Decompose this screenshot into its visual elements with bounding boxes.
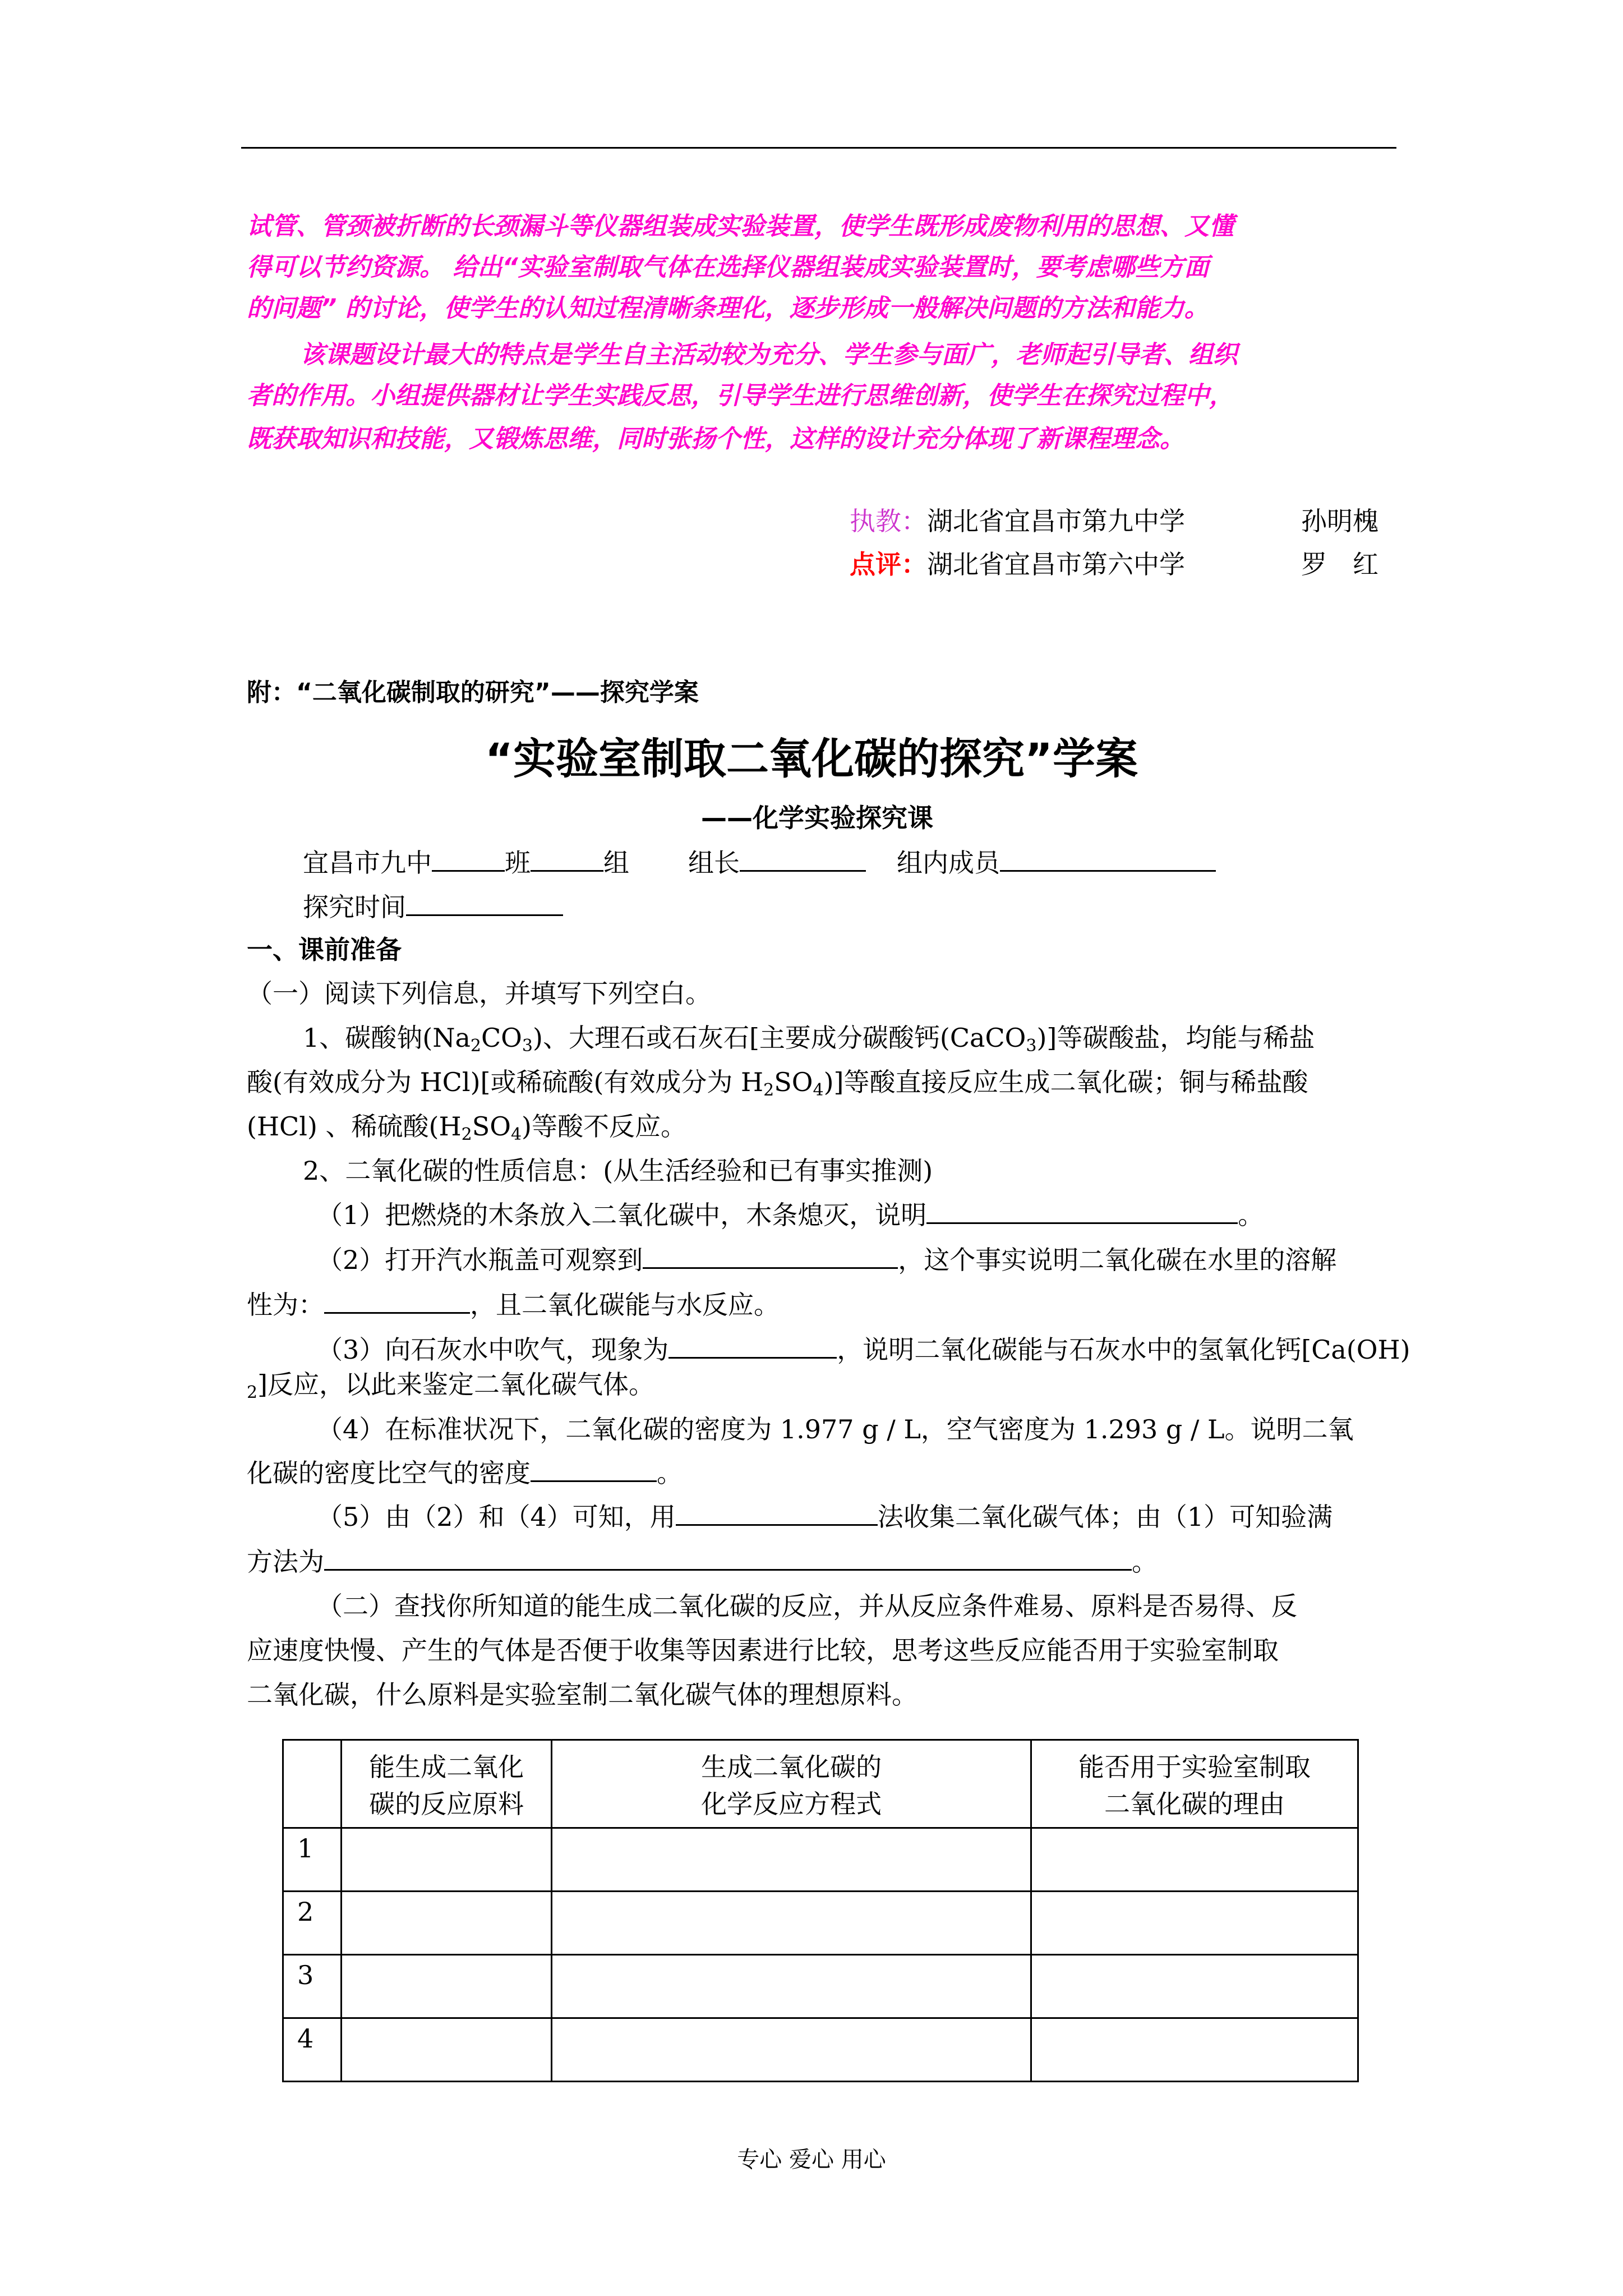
table-row bbox=[283, 1955, 1358, 2018]
time-line bbox=[303, 887, 563, 924]
text: )、大理石或石灰石[主要成分碳酸钙(CaCO bbox=[533, 1023, 1026, 1053]
text: （3）向石灰水中吹气，现象为 bbox=[317, 1335, 669, 1365]
text: 性为： bbox=[247, 1290, 324, 1320]
intro-line: 者的作用。小组提供器材让学生实践反思，引导学生进行思维创新，使学生在探究过程中， bbox=[247, 381, 1234, 410]
q5-blank2[interactable] bbox=[324, 1547, 1132, 1571]
class-blank[interactable] bbox=[432, 848, 505, 872]
subscript: 3 bbox=[522, 1036, 533, 1056]
table-header-row bbox=[283, 1740, 1358, 1828]
q5-line1 bbox=[317, 1497, 1332, 1534]
intro-line: 的问题” 的讨论，使学生的认知过程清晰条理化，逐步形成一般解决问题的方法和能力。 bbox=[247, 294, 1209, 323]
header-text: 能否用于实验室制取 bbox=[1078, 1752, 1311, 1782]
table-cell[interactable] bbox=[341, 1892, 551, 1955]
teacher-school: 湖北省宜昌市第九中学 bbox=[927, 506, 1185, 536]
table-row bbox=[283, 2018, 1358, 2082]
table-cell[interactable] bbox=[341, 1828, 551, 1892]
reviewer-name: 罗 红 bbox=[1301, 549, 1378, 579]
table-cell[interactable] bbox=[1031, 1892, 1358, 1955]
subscript: 2 bbox=[470, 1036, 481, 1056]
members-label: 组内成员 bbox=[897, 848, 1000, 878]
text: (HCl) 、稀硫酸(H bbox=[247, 1111, 462, 1142]
q2-line2 bbox=[247, 1285, 780, 1322]
reviewer-school: 湖北省宜昌市第六中学 bbox=[927, 549, 1185, 579]
subscript: 4 bbox=[813, 1080, 824, 1100]
text: 。 bbox=[1132, 1547, 1158, 1577]
page-footer: 专心 爱心 用心 bbox=[737, 2147, 886, 2173]
school-label: 宜昌市九中 bbox=[303, 848, 432, 878]
text: 。 bbox=[657, 1458, 683, 1488]
q1-blank[interactable] bbox=[926, 1200, 1238, 1224]
reviewer-label: 点评： bbox=[850, 549, 927, 579]
header-text: 碳的反应原料 bbox=[369, 1789, 524, 1819]
text: 。 bbox=[1238, 1200, 1264, 1230]
intro-line: 既获取知识和技能，又锻炼思维，同时张扬个性，这样的设计充分体现了新课程理念。 bbox=[247, 425, 1184, 453]
text: ]反应，以此来鉴定二氧化碳气体。 bbox=[257, 1369, 655, 1400]
q3-line1 bbox=[317, 1329, 1410, 1366]
class-label: 班 bbox=[505, 848, 531, 878]
intro-line: 试管、管颈被折断的长颈漏斗等仪器组装成实验装置，使学生既形成废物利用的思想、又懂 bbox=[247, 212, 1234, 241]
header-text: 二氧化碳的理由 bbox=[1104, 1789, 1285, 1819]
text: ，这个事实说明二氧化碳在水里的溶解 bbox=[898, 1245, 1337, 1275]
part2-line: 应速度快慢、产生的气体是否便于收集等因素进行比较，思考这些反应能否用于实验室制取 bbox=[247, 1635, 1279, 1665]
q2-line1 bbox=[317, 1240, 1336, 1277]
subscript: 3 bbox=[1026, 1036, 1037, 1056]
intro-line: 得可以节约资源。 给出“实验室制取气体在选择仪器组装成实验装置时，要考虑哪些方面 bbox=[247, 253, 1209, 282]
table-row bbox=[283, 1892, 1358, 1955]
text: 酸(有效成分为 HCl)[或稀硫酸(有效成分为 H bbox=[247, 1067, 764, 1097]
text: SO bbox=[774, 1067, 813, 1097]
intro-line: 该课题设计最大的特点是学生自主活动较为充分、学生参与面广，老师起引导者、组织 bbox=[300, 341, 1238, 369]
leader-label: 组长 bbox=[688, 848, 740, 878]
q5-blank1[interactable] bbox=[676, 1502, 878, 1526]
text: （2）打开汽水瓶盖可观察到 bbox=[317, 1245, 643, 1275]
table-cell[interactable] bbox=[341, 1955, 551, 2018]
teacher-label: 执教： bbox=[850, 506, 927, 536]
table-cell[interactable] bbox=[1031, 1828, 1358, 1892]
text: SO bbox=[472, 1111, 511, 1142]
doc-title: “实验室制取二氧化碳的探究”学案 bbox=[485, 734, 1138, 784]
time-blank[interactable] bbox=[406, 892, 563, 916]
appendix-note: 附：“二氧化碳制取的研究”——探究学案 bbox=[247, 678, 699, 707]
q4-line2 bbox=[247, 1453, 683, 1490]
reaction-table bbox=[282, 1739, 1359, 2082]
text: )]等碳酸盐，均能与稀盐 bbox=[1036, 1023, 1315, 1053]
leader-blank[interactable] bbox=[740, 848, 866, 872]
table-cell[interactable] bbox=[1031, 1955, 1358, 2018]
text: ，说明二氧化碳能与石灰水中的氢氧化钙[Ca(OH) bbox=[837, 1335, 1410, 1365]
text: ，且二氧化碳能与水反应。 bbox=[470, 1290, 780, 1320]
doc-subtitle: ——化学实验探究课 bbox=[701, 803, 933, 833]
table-row bbox=[283, 1828, 1358, 1892]
subscript: 2 bbox=[461, 1125, 472, 1144]
table-header-cell bbox=[1031, 1740, 1358, 1828]
item1-line3 bbox=[247, 1106, 686, 1144]
subscript: 2 bbox=[763, 1080, 774, 1100]
q3-blank[interactable] bbox=[668, 1335, 837, 1359]
q2-blank1[interactable] bbox=[643, 1245, 898, 1269]
text: 化碳的密度比空气的密度 bbox=[247, 1458, 531, 1488]
teacher-name: 孙明槐 bbox=[1301, 506, 1378, 536]
row-number: 2 bbox=[283, 1892, 342, 1955]
table-cell[interactable] bbox=[552, 1892, 1031, 1955]
item1-line1 bbox=[303, 1018, 1315, 1056]
header-text: 能生成二氧化 bbox=[369, 1752, 524, 1782]
table-header-cell bbox=[341, 1740, 551, 1828]
header-text: 化学反应方程式 bbox=[701, 1789, 882, 1819]
text: 方法为 bbox=[247, 1547, 324, 1577]
table-cell[interactable] bbox=[341, 2018, 551, 2082]
subscript: 2 bbox=[247, 1383, 258, 1402]
text: )]等酸直接反应生成二氧化碳；铜与稀盐酸 bbox=[823, 1067, 1308, 1097]
q3-line2 bbox=[247, 1364, 654, 1402]
q4-blank[interactable] bbox=[531, 1458, 657, 1482]
table-cell[interactable] bbox=[1031, 2018, 1358, 2082]
table-header-cell bbox=[552, 1740, 1031, 1828]
q1-line bbox=[317, 1195, 1264, 1232]
members-blank[interactable] bbox=[1000, 848, 1216, 872]
text: 法收集二氧化碳气体；由（1）可知验满 bbox=[877, 1502, 1333, 1532]
q5-line2 bbox=[247, 1542, 1158, 1579]
text: （5）由（2）和（4）可知，用 bbox=[317, 1502, 676, 1532]
row-number: 3 bbox=[283, 1955, 342, 2018]
part2-line: 二氧化碳，什么原料是实验室制二氧化碳气体的理想原料。 bbox=[247, 1680, 917, 1710]
time-label: 探究时间 bbox=[303, 892, 406, 922]
item2-heading: 2、二氧化碳的性质信息：(从生活经验和已有事实推测) bbox=[303, 1156, 933, 1186]
header-rule bbox=[241, 147, 1396, 149]
text: （1）把燃烧的木条放入二氧化碳中，木条熄灭，说明 bbox=[317, 1200, 927, 1230]
text: 1、碳酸钠(Na bbox=[303, 1023, 471, 1053]
group-blank[interactable] bbox=[531, 848, 603, 872]
table-header-cell bbox=[283, 1740, 342, 1828]
text: )等酸不反应。 bbox=[522, 1111, 686, 1142]
reviewer-credit bbox=[850, 544, 1185, 581]
row-number: 1 bbox=[283, 1828, 342, 1892]
q4-line1: （4）在标准状况下，二氧化碳的密度为 1.977 g / L，空气密度为 1.293 g / L。说明二氧 bbox=[317, 1414, 1354, 1444]
group-label: 组 bbox=[603, 848, 629, 878]
text: CO bbox=[481, 1023, 522, 1053]
row-number: 4 bbox=[283, 2018, 342, 2082]
item1-line2 bbox=[247, 1062, 1308, 1100]
table-cell[interactable] bbox=[552, 1955, 1031, 2018]
table-cell[interactable] bbox=[552, 2018, 1031, 2082]
q2-blank2[interactable] bbox=[324, 1290, 470, 1314]
table-cell[interactable] bbox=[552, 1828, 1031, 1892]
part2-line: （二）查找你所知道的能生成二氧化碳的反应，并从反应条件难易、原料是否易得、反 bbox=[317, 1591, 1297, 1621]
form-line bbox=[303, 843, 1216, 880]
teacher-credit bbox=[850, 501, 1185, 538]
subscript: 4 bbox=[510, 1125, 522, 1144]
header-text: 生成二氧化碳的 bbox=[701, 1752, 882, 1782]
part1-heading: （一）阅读下列信息，并填写下列空白。 bbox=[247, 978, 711, 1009]
section1-heading: 一、课前准备 bbox=[247, 935, 402, 965]
